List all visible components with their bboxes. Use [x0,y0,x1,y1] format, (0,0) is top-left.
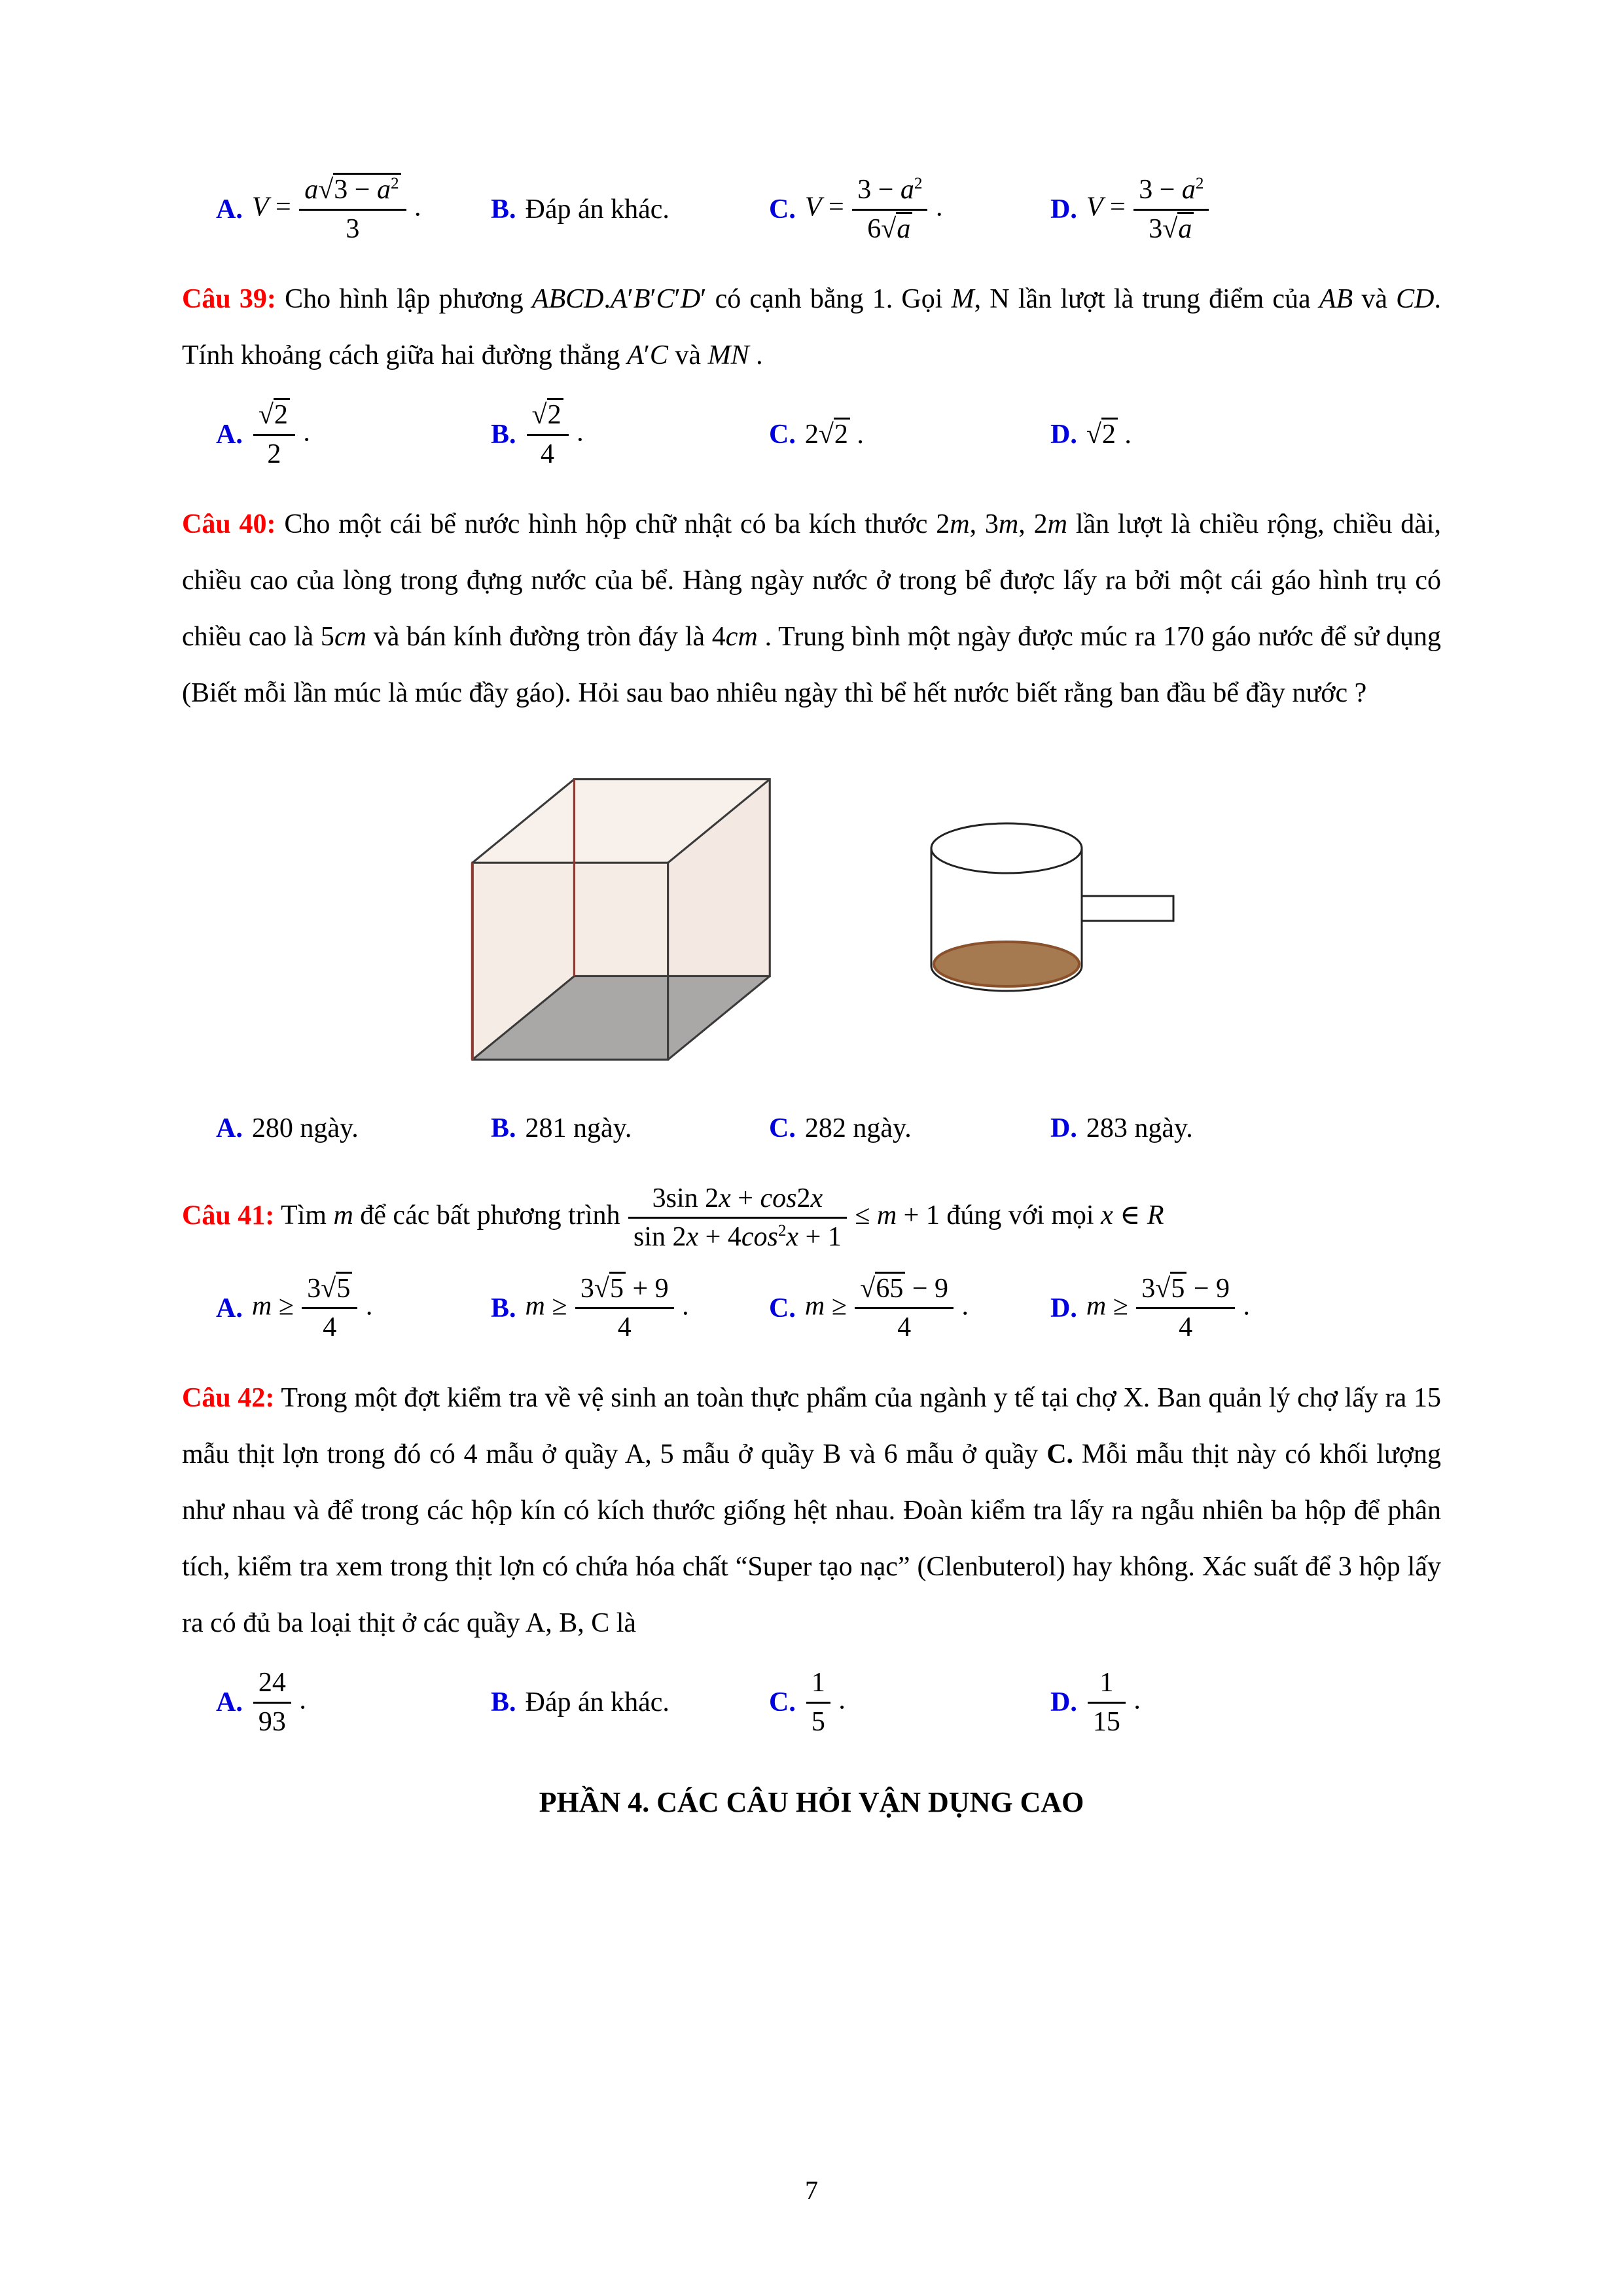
option-letter: A. [216,1113,243,1143]
option-body: Đáp án khác. [525,194,669,224]
question-40-figure [182,751,1441,1077]
option-body: 281 ngày. [525,1113,632,1143]
option-38-C [769,170,1050,249]
question-39-text: Cho hình lập phương ABCD.A′B′C′D′ có cạnh bằng 1. Gọi M, N lần lượt là trung điểm của AB và CD. Tính khoảng cách giữa hai đường thẳng A′C và MN . [182,284,1442,371]
option-body: m ≥ $\frac{3√5 - 9}{4}$ . [1086,1269,1250,1348]
option-body: √2 . [1086,406,1132,463]
question-41-label: Câu 41: [182,1200,275,1231]
question-42-text: Trong một đợt kiểm tra về vệ sinh an toàn thực phẩm của ngành y tế tại chợ X. Ban quản lý chợ lấy ra 15 mẫu thịt lợn trong đó có 4 mẫu ở quầy A, 5 mẫu ở quầy B và 6 mẫu ở quầy C. Mỗi mẫu thịt này có khối lượng như nhau và để trong các hộp kín có kích thước giống hệt nhau. Đoàn kiểm tra lấy ra ngẫu nhiên ba hộp để phân tích, kiểm tra xem trong thịt lợn có chứa hóa chất “Super tạo nạc” (Clenbuterol) hay không. Xác suất để 3 hộp lấy ra có đủ ba loại thịt ở các quầy A, B, C là [182,1382,1441,1639]
option-body: 282 ngày. [804,1113,912,1143]
question-40-label: Câu 40: [182,509,276,540]
option-42-B [491,1674,769,1731]
option-letter: A. [216,194,243,224]
question-41-text: Tìm m để các bất phương trình $\frac{3\sin 2x + \cos 2x}{\sin 2x + 4\cos^2x + 1}$ ≤ m + 1 đúng với mọi x ∈ R [281,1200,1164,1230]
option-letter: B. [491,1113,516,1143]
question-40-options [182,1100,1441,1157]
option-body: V = $\frac{a√3 - a^2}{3}$ . [252,170,421,249]
option-letter: D. [1050,420,1077,450]
option-letter: B. [491,1293,516,1323]
option-letter: C. [769,1113,796,1143]
option-body: V = $\frac{3 - a^2}{3√a}$ [1086,170,1211,249]
option-39-B [491,395,769,474]
option-body: V = $\frac{3 - a^2}{6√a}$ . [805,170,943,249]
option-39-D [1050,406,1441,463]
option-body: 280 ngày. [251,1113,359,1143]
cylindrical-dipper-image [908,812,1180,1015]
option-39-A [216,395,491,474]
option-42-D [1050,1663,1441,1742]
option-body: m ≥ $\frac{√65 - 9}{4}$ . [805,1269,969,1348]
option-letter: C. [769,420,796,450]
option-38-A [216,170,491,249]
question-42-options [182,1663,1441,1742]
option-letter: C. [769,194,796,224]
option-body: $\frac{1}{15}$ . [1086,1663,1141,1742]
question-41 [182,1179,1441,1257]
option-41-A [216,1269,491,1348]
option-body: Đáp án khác. [525,1687,669,1718]
option-38-B [491,181,769,238]
option-body: $\frac{1}{5}$ . [805,1663,846,1742]
option-letter: B. [491,1687,516,1718]
option-body: m ≥ $\frac{3√5}{4}$ . [252,1269,372,1348]
question-40 [182,496,1441,721]
option-40-D [1050,1100,1441,1157]
option-42-A [216,1663,491,1742]
option-body: 2√2 . [805,406,864,463]
option-body: $\frac{√2}{2}$ . [252,395,310,474]
option-42-C [769,1663,1050,1742]
option-letter: D. [1050,1113,1077,1143]
question-38-options [182,170,1441,249]
option-body: $\frac{√2}{4}$ . [526,395,584,474]
question-39-label: Câu 39: [182,284,276,314]
option-40-C [769,1100,1050,1157]
question-39-options [182,395,1441,474]
option-41-C [769,1269,1050,1348]
option-letter: B. [491,194,516,224]
option-body: m ≥ $\frac{3√5 + 9}{4}$ . [526,1269,689,1348]
option-letter: C. [769,1687,796,1718]
option-letter: B. [491,420,516,450]
option-letter: D. [1050,194,1077,224]
option-39-C [769,406,1050,463]
option-41-D [1050,1269,1441,1348]
option-letter: A. [216,420,243,450]
option-letter: D. [1050,1687,1077,1718]
option-40-A [216,1100,491,1157]
question-42 [182,1370,1441,1651]
option-letter: D. [1050,1293,1077,1323]
option-41-B [491,1269,769,1348]
option-body: 283 ngày. [1086,1113,1193,1143]
option-body: $\frac{24}{93}$ . [252,1663,306,1742]
question-41-options [182,1269,1441,1348]
question-39 [182,271,1441,384]
option-letter: C. [769,1293,796,1323]
option-letter: A. [216,1687,243,1718]
page-number: 7 [805,2176,818,2205]
question-40-text: Cho một cái bể nước hình hộp chữ nhật có ba kích thước 2m, 3m, 2m lần lượt là chiều rộng, chiều dài, chiều cao của lòng trong đựng nước của bể. Hàng ngày nước ở trong bể được lấy ra bởi một cái gáo hình trụ có chiều cao là 5cm và bán kính đường tròn đáy là 4cm . Trung bình một ngày được múc ra 170 gáo nước để sử dụng (Biết mỗi lần múc là múc đầy gáo). Hỏi sau bao nhiêu ngày thì bể hết nước biết rằng ban đầu bể đầy nước ? [182,509,1442,709]
section-heading-part-4: PHẦN 4. CÁC CÂU HỎI VẬN DỤNG CAO [539,1786,1084,1819]
option-40-B [491,1100,769,1157]
option-letter: A. [216,1293,243,1323]
option-38-D [1050,170,1441,249]
question-42-label: Câu 42: [182,1382,275,1413]
water-tank-cube-image [444,751,797,1077]
